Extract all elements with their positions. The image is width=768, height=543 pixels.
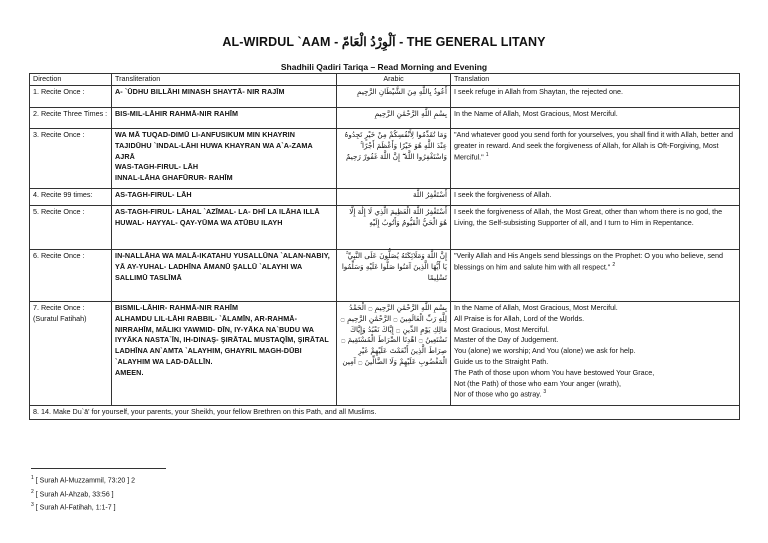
cell-arabic: أَسْتَغْفِرُ اللَّهَ: [337, 189, 451, 206]
footnote: [31, 501, 135, 515]
footnote-text: [ Surah Al-Muzzammil, 73:20 ] 2: [35, 477, 135, 485]
transliteration-line: A- `ŪDHU BILLĀHI MINASH SHAYTĀ- NIR RAJĪM: [115, 87, 285, 96]
translation-text: I seek the forgiveness of Allah, the Most Great, other than whom there is no god, the Living, the Self-subsisting Supporter of all, and I turn to Him in Repentance.: [454, 207, 723, 227]
transliteration-line: AMEEN.: [115, 367, 144, 377]
translation-text: "Verily Allah and His Angels send blessings on the Prophet: O you who believe, send blessings on him and salute him with all respect.": [454, 251, 724, 272]
cell-direction: 2. Recite Three Times :: [30, 108, 112, 129]
header-direction: Direction: [30, 74, 112, 86]
table-row: [30, 129, 740, 189]
cell-translation: [451, 86, 740, 108]
transliteration-line: YĀ AY-YUHAL- LADHĪNA ĀMANŪ ŞALLŪ `ALAYHI WA SALLIMŪ TASLĪMĀ: [115, 261, 303, 282]
cell-arabic: إِنَّ اللَّهَ وَمَلَائِكَتَهُ يُصَلُّونَ عَلَى النَّبِيِّ ۚ يَا أَيُّهَا الَّذِينَ آمَنُوا صَلُّوا عَلَيْهِ وَسَلِّمُوا تَسْلِيمًا: [337, 250, 451, 302]
cell-translation: [451, 250, 740, 302]
footnote-ref[interactable]: 1: [485, 151, 489, 158]
cell-direction: 7. Recite Once : (Suratul Fatihah): [30, 302, 112, 406]
transliteration-line: IN-NALLĀHA WA MALĀ-IKATAHU YUSALLŪNA `ALAN-NABIY,: [115, 251, 330, 260]
cell-translation: [451, 206, 740, 250]
cell-transliteration: [112, 250, 337, 302]
final-instruction: 8. 14. Make Du`ā' for yourself, your parents, your Sheikh, your fellow Brethren on this Path, and all Muslims.: [30, 406, 740, 420]
page-title: AL-WIRDUL `AAM - اَلْوِرْدُ الْعَامّ - THE GENERAL LITANY: [222, 35, 546, 49]
transliteration-line: BIS-MIL-LĀHIR RAHMĀ-NIR RAHĪM: [115, 109, 239, 118]
translation-line: The Path of those upon whom You have bestowed Your Grace,: [454, 367, 655, 377]
cell-direction: 5. Recite Once :: [30, 206, 112, 250]
table-row: [30, 206, 740, 250]
cell-direction: 4. Recite 99 times:: [30, 189, 112, 206]
cell-direction: 3. Recite Once :: [30, 129, 112, 189]
footnote: [31, 474, 135, 488]
page-subtitle: Shadhili Qadiri Tariqa – Read Morning and Evening: [280, 62, 488, 72]
footnote-number: 3: [31, 502, 34, 509]
table-header-row: [30, 74, 740, 86]
cell-arabic: بِسْمِ اللَّهِ الرَّحْمَٰنِ الرَّحِيمِ: [337, 108, 451, 129]
cell-transliteration: [112, 302, 337, 406]
footnote-text: [ Surah Al-Ahzab, 33:56 ]: [35, 490, 114, 498]
cell-transliteration: [112, 108, 337, 129]
translation-line: You (alone) we worship; And You (alone) we ask for help.: [454, 346, 636, 356]
cell-translation: [451, 302, 740, 406]
footnote: [31, 488, 135, 502]
cell-direction: 6. Recite Once :: [30, 250, 112, 302]
translation-line: All Praise is for Allah, Lord of the Worlds.: [454, 313, 585, 323]
cell-transliteration: [112, 189, 337, 206]
cell-transliteration: [112, 206, 337, 250]
cell-transliteration: [112, 129, 337, 189]
footnote-ref[interactable]: 2: [612, 261, 616, 268]
transliteration-line: ALHAMDU LIL-LĀHI RABBIL- `ĀLAMĪN, AR-RAHMĀ-NIRRAHĪM, MĀLIKI YAWMID- DĪN, IY-YĀKA NA`BUDU WA IYYĀKA NASTA`ĪN, IH-DINAŞ- ŞIRĀTAL MUSTAQĪM, ŞIRĀTAL: [115, 313, 329, 345]
transliteration-line: WA MĀ TUQAD-DIMŪ LI-ANFUSIKUM MIN KHAYRIN TAJIDŪHU `INDAL-LĀHI HUWA KHAYRAN WA A`A-ZAMA AJRĀ: [115, 130, 313, 161]
transliteration-line: INNAL-LĀHA GHAFŪRUR- RAHĪM: [115, 173, 233, 183]
translation-text: I seek the forgiveness of Allah.: [454, 190, 552, 199]
footnote-divider: [31, 468, 166, 469]
translation-line: Guide us to the Straight Path.: [454, 356, 549, 366]
transliteration-line: AS-TAGH-FIRUL- LĀHAL `AZĪMAL- LA- DHĪ LA ILĀHA ILLĀ HUWAL- HAYYAL- QAY-YŪMA WA ATŪBU ILAYH: [115, 207, 320, 227]
translation-text: "And whatever good you send forth for yourselves, you shall find it with Allah, better and greater in reward. And seek the forgiveness of Allah, for Allah is Oft-Forgiving, Most Merciful.": [454, 130, 734, 161]
translation-text: I seek refuge in Allah from Shaytan, the rejected one.: [454, 87, 624, 96]
translation-text: In the Name of Allah, Most Gracious, Most Merciful.: [454, 109, 618, 118]
translation-line: Master of the Day of Judgement.: [454, 335, 559, 345]
cell-transliteration: [112, 86, 337, 108]
transliteration-line: AS-TAGH-FIRUL- LĀH: [115, 190, 192, 199]
translation-line: Not (the Path) of those who earn Your anger (wrath),: [454, 378, 622, 388]
footnote-number: 1: [31, 475, 34, 481]
translation-line: Most Gracious, Most Merciful.: [454, 324, 550, 334]
table-row: [30, 250, 740, 302]
translation-text: Nor of those who go astray.: [454, 389, 542, 399]
header-transliteration: Transliteration: [112, 74, 337, 86]
translation-line: [454, 389, 736, 400]
cell-arabic: وَمَا تُقَدِّمُوا لِأَنْفُسِكُمْ مِنْ خَيْرٍ تَجِدُوهُ عِنْدَ اللَّهِ هُوَ خَيْرًا وَأَعْظَمَ أَجْرًا ۚ وَاسْتَغْفِرُوا اللَّهَ ۖ إِنَّ اللَّهَ غَفُورٌ رَحِيمٌ: [337, 129, 451, 189]
header-arabic: Arabic: [337, 74, 451, 86]
table-row: [30, 108, 740, 129]
cell-translation: [451, 108, 740, 129]
transliteration-line: LADHĪNA AN`AMTA `ALAYHIM, GHAYRIL MAGH-DŪBI `ALAYHIM WA LAD-DĀLLĪN.: [115, 346, 302, 366]
header-translation: Translation: [451, 74, 740, 86]
transliteration-line: BISMIL-LĀHIR- RAHMĀ-NIR RAHĪM: [115, 303, 239, 312]
litany-table: [29, 73, 740, 420]
table-row: [30, 86, 740, 108]
footnote-number: 2: [31, 488, 34, 495]
cell-arabic: أَسْتَغْفِرُ اللَّهَ الْعَظِيمَ الَّذِي لَا إِلَٰهَ إِلَّا هُوَ الْحَيُّ الْقَيُّومُ وَأَتُوبُ إِلَيْهِ: [337, 206, 451, 250]
cell-direction: 1. Recite Once :: [30, 86, 112, 108]
footnotes: [31, 474, 135, 515]
footnote-ref[interactable]: 3: [543, 389, 547, 396]
table-row: [30, 302, 740, 406]
cell-translation: [451, 189, 740, 206]
final-row: [30, 406, 740, 420]
table-row: [30, 189, 740, 206]
transliteration-line: WAS-TAGH-FIRUL- LĀH: [115, 162, 199, 172]
cell-translation: [451, 129, 740, 189]
cell-arabic: بِسْمِ اللَّهِ الرَّحْمَٰنِ الرَّحِيمِ ۝ الْحَمْدُ لِلَّهِ رَبِّ الْعَالَمِينَ ۝ الرَّحْمَٰنِ الرَّحِيمِ ۝ مَالِكِ يَوْمِ الدِّينِ ۝ إِيَّاكَ نَعْبُدُ وَإِيَّاكَ نَسْتَعِينُ ۝ اهْدِنَا الصِّرَاطَ الْمُسْتَقِيمَ ۝ صِرَاطَ الَّذِينَ أَنْعَمْتَ عَلَيْهِمْ غَيْرِ الْمَغْضُوبِ عَلَيْهِمْ وَلَا الضَّالِّينَ ۝ آمِين: [337, 302, 451, 406]
translation-line: In the Name of Allah, Most Gracious, Most Merciful.: [454, 303, 618, 312]
footnote-text: [ Surah Al-Fatihah, 1:1-7 ]: [35, 504, 116, 512]
cell-arabic: أَعُوذُ بِاللَّهِ مِنَ الشَّيْطَانِ الرَّجِيمِ: [337, 86, 451, 108]
